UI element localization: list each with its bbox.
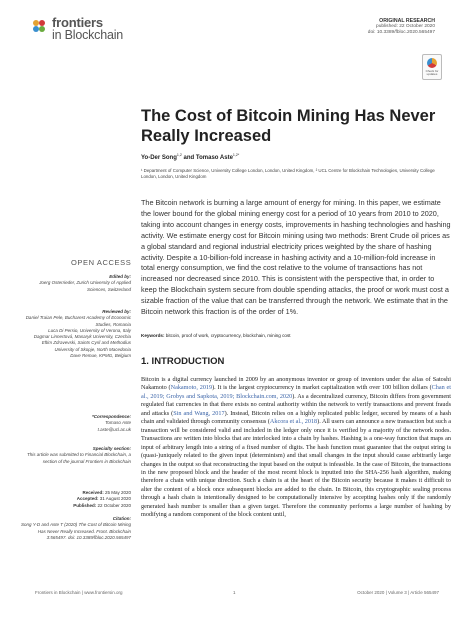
author-separator: and Tomaso Aste — [181, 155, 233, 161]
introduction-paragraph: Bitcoin is a digital currency launched in 2009 by an anonymous inventor or group of inventors under the alias of Satoshi Nakamoto (Nakamoto, 2019). It is the largest cryptocurrency in market capitalization with over 100 billion dollars (Chan et al., 2019; Grobys and Sapkota, 2019; Blockchain.com, 2020). As a decentralized currency, Bitcoin differs from government regulated fiat currencies in that there exists no central authority within the network to verify transactions and prevent frauds and attacks (Sin and Wang, 2017). Instead, Bitcoin relies on a highly replicated public ledger, secured by means of a hash chain and validated through community consensus (Akcora et al., 2018). All users can announce a new transaction but such a transaction will be considered valid and included in the ledger only once it is verified by a majority of the network nodes. Transactions are written into blocks that are interlocked into a chain by hashes. Hashing is a one-way function that maps an input of arbitrary length into a string of a fixed number of digits. The hash function must guarantee that the output string is (quasi-)uniquely related to the given input (determinism) and that small changes in the input should cause arbitrarily large changes in the output so that reconstructing the input based on the output is infeasible. In the case of Bitcoin, the transactions in the new proposed block and the header of the most recent block is inputted into the SHA-256 hash algorithm, making therefore a chain with unique direction. Such a chain is at the heart of the Bitcoin security because it makes it difficult to alter the content of a block once subsequent blocks are added to the chain. In Bitcoin, this cryptographic sealing process through a hash chain is intentionally designed to be computationally intensive by accepting hashes only if the randomly generated hash number is smaller than a given target. Therefore the community performs a large number of hashing by modifying a random component of the block content until, — [141, 376, 451, 519]
correspondence-info[interactable]: Tomaso Aste t.aste@ucl.ac.uk — [97, 420, 131, 432]
article-header-info — [368, 18, 435, 37]
citation-link[interactable]: Chan et al., 2019; Grobys and Sapkota, 2019; Blockchain.com, 2020 — [141, 384, 451, 400]
citation-link[interactable]: Sin and Wang, 2017 — [173, 409, 225, 417]
keywords-label: Keywords: — [141, 333, 165, 338]
edited-by-label: Edited by: — [109, 274, 131, 279]
specialty-block — [21, 446, 131, 465]
editor-info: Joerg Osterrieder, Zurich University of Applied Sciences, Switzerland — [39, 280, 131, 292]
citation-label: Citation: — [112, 516, 131, 521]
section-heading-introduction: 1. INTRODUCTION — [141, 356, 225, 367]
reviewed-by-block — [21, 309, 131, 359]
affiliations: ¹ Department of Computer Science, University College London, London, United Kingdom, ² UCL Centre for Blockchain Technologies, University College London, London, United Kingdom — [141, 168, 435, 179]
edited-by-block — [21, 274, 131, 293]
accepted-label: Accepted: — [76, 496, 99, 502]
check-for-updates-badge[interactable] — [422, 54, 442, 80]
check-for-updates-label: Check for updates — [425, 69, 439, 77]
reviewed-by-label: Reviewed by: — [102, 309, 131, 314]
received-label: Received: — [82, 490, 104, 495]
specialty-info: This article was submitted to Financial Blockchain, a section of the journal Frontiers in Blockchain — [26, 452, 131, 464]
citation-link[interactable]: Nakamoto, 2019 — [170, 384, 213, 392]
published-label: Published: — [73, 502, 97, 508]
author-1[interactable]: Yo-Der Song — [141, 155, 177, 161]
keywords — [141, 333, 451, 338]
author-list — [141, 153, 239, 161]
correspondence-block — [21, 414, 131, 433]
article-type: ORIGINAL RESEARCH — [379, 18, 435, 24]
keywords-list: bitcoin, proof of work, cryptocurrency, blockchain, mining cost — [164, 333, 291, 338]
footer-issue-info: October 2020 | Volume 3 | Article 565497 — [357, 590, 439, 595]
open-access-label: OPEN ACCESS — [71, 258, 132, 267]
frontiers-logo-icon — [31, 18, 47, 34]
page-number: 1 — [233, 590, 236, 595]
dates-block — [21, 490, 131, 509]
article-title: The Cost of Bitcoin Mining Has Never Really Increased — [141, 107, 436, 145]
published-date-sidebar: Published: 22 October 2020 — [73, 502, 131, 508]
citation-info: Song Y-D and Aste T (2020) The Cost of Bitcoin Mining Has Never Really Increased. Front. Blockchain 3:565497. doi: 10.3389/fbloc.2020.565497 — [21, 522, 131, 540]
footer-journal[interactable]: Frontiers in Blockchain | www.frontiersin.org — [35, 590, 123, 595]
journal-name-line1: frontiers — [52, 15, 103, 30]
accepted-date: Accepted: 31 August 2020 — [76, 496, 131, 502]
crossmark-icon — [427, 58, 437, 68]
reviewers-info: Daniel Traian Pele, Bucharest Academy of Economic Studies, Romania Luca Di Persio, University of Verona, Italy Dagmar Linnertová, Masaryk University, Czechia Eftim Zdravevski, Saints Cyril and Methodius University of Skopje, North Macedonia Dave Remue, KPMG, Belgium — [25, 315, 131, 359]
citation-block — [21, 516, 131, 541]
journal-logo[interactable] — [52, 17, 123, 41]
journal-name-line2: in Blockchain — [52, 28, 124, 42]
article-doi[interactable]: doi: 10.3389/fbloc.2020.565497 — [367, 30, 435, 36]
correspondence-label: *Correspondence: — [91, 414, 131, 419]
abstract: The Bitcoin network is burning a large amount of energy for mining. In this paper, we estimate the lower bound for the global mining energy cost for a period of 10 years from 2010 to 2020, taking into account changes in energy costs, improvements in hashing technologies and hashing activity. We estimate energy cost for Bitcoin mining using two methods: Brent Crude oil prices as a global standard and regional industrial electricity prices weighted by the share of hashing activity. Despite a 10-billion-fold increase in hashing activity and a 10-million-fold increase in total energy consumption, we find the cost relative to the volume of transactions has not increased nor decreased since 2010. This is consistent with the perspective that, in order to keep the Blockchain system secure from double spending attacks, the proof or work must cost a sizable fraction of the value that can be transferred through the network. We estimate that in the Bitcoin network this fraction is of the order of 1%. — [141, 198, 451, 317]
author-1-affil: 1,2 — [176, 153, 182, 157]
citation-link[interactable]: Akcora et al., 2018 — [269, 418, 318, 426]
specialty-label: Specialty section: — [92, 446, 131, 451]
published-date: published: 22 October 2020 — [376, 24, 435, 30]
author-2-affil: 1,2* — [232, 153, 240, 157]
received-date: Received: 25 May 2020 — [82, 490, 131, 495]
